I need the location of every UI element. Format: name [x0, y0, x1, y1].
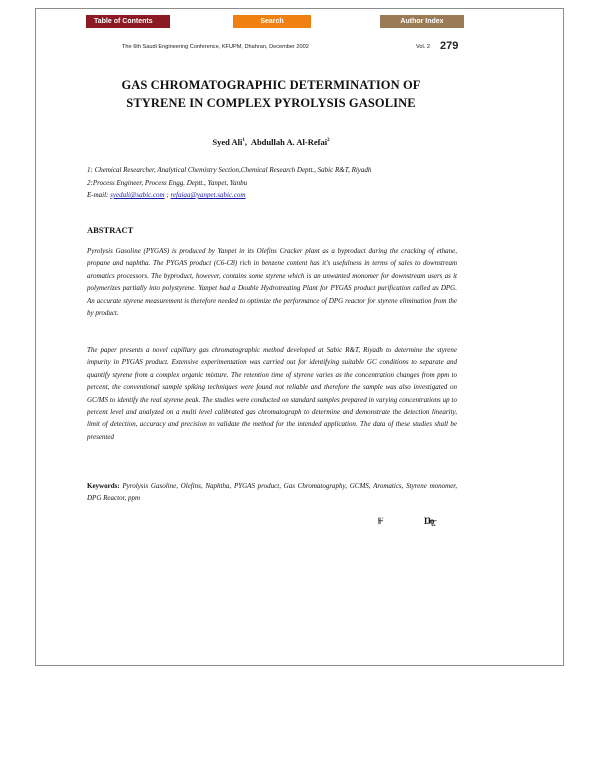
search-button[interactable]: Search [233, 15, 311, 28]
keywords-label: Keywords: [87, 482, 120, 490]
garbled-glyph-artifact-2: Ŋ̶ǫ̶̖̖ [424, 516, 434, 526]
author-separator: , [244, 137, 248, 147]
email-link-2[interactable]: refaiaa@yanpet.sabic.com [170, 191, 246, 199]
author-1-affiliation-mark: 1 [242, 138, 245, 144]
paper-title-line-1: GAS CHROMATOGRAPHIC DETERMINATION OF [121, 78, 421, 92]
keywords [87, 480, 457, 505]
abstract-heading: ABSTRACT [87, 225, 134, 235]
email-line [87, 191, 245, 199]
author-1: Syed Ali [212, 137, 243, 147]
page-number: 279 [440, 40, 459, 52]
garbled-glyph-artifact-1: ǁ̶͘ [378, 516, 381, 526]
author-2-affiliation-mark: 2 [327, 138, 330, 144]
table-of-contents-button[interactable]: Table of Contents [86, 15, 170, 28]
volume-label: Vol. 2 [416, 44, 430, 50]
running-header: The 6th Saudi Engineering Conference, KFUPM, Dhahran, December 2002 [122, 44, 309, 50]
abstract-paragraph-2: The paper presents a novel capillary gas chromatographic method developed at Sabic R&T, Riyadh to determine the styrene impurity in PYGAS product. Extensive experimentation was carried out for identifying suitable GC conditions to separate and quantify styrene from a complex organic mixture. The retention time of styrene varies as the concentration changes from ppm to percent, the conventional sample spiking techniques were found not reliable and therefore the sample was also investigated on GC/MS to identify the real styrene peak. The studies were conducted on standard samples prepared in varying concentrations up to percent level and analyzed on a multi level calibrated gas chromatograph to determine and demonstrate the detection linearity, limit of detection, accuracy and precision to validate the method for the intended application. The data of these studies shall be presented [87, 346, 457, 441]
abstract-paragraph-1: Pyrolysis Gasoline (PYGAS) is produced by Yanpet in its Olefins Cracker plant as a byproduct during the cracking of ethane, propane and naphtha. The PYGAS product (C6-C8) rich in benzene content has it's usefulness in terms of sales to downstream aromatics processors. The byproduct, however, contains some styrene which is an unwanted monomer for downstream users as it polymerizes partially into polystyrene. Yanpet had a Double Hydrotreating Plant for PYGAS product purification called as DPG. An accurate styrene measurement is therefore needed to optimize the performance of DPG reactor for styrene elimination from the by product. [87, 247, 457, 318]
email-label: E-mail: [87, 191, 109, 199]
paper-title-line-2: STYRENE IN COMPLEX PYROLYSIS GASOLINE [126, 96, 416, 110]
author-index-button[interactable]: Author Index [380, 15, 464, 28]
affiliation-2: 2:Process Engineer, Process Engg. Deptt., Yanpet, Yanbu [87, 179, 248, 187]
email-link-1[interactable]: syedali@sabic.com [110, 191, 165, 199]
email-separator: ; [166, 191, 169, 199]
keywords-text: Pyrolysis Gasoline, Olefins, Naphtha, PYGAS product, Gas Chromatography, GCMS, Aromatics, Styrene monomer, DPG Reactor, ppm [87, 482, 458, 503]
author-list [86, 137, 456, 147]
affiliation-1: 1: Chemical Researcher, Analytical Chemistry Section,Chemical Research Deptt., Sabic R&T, Riyadh [87, 166, 372, 174]
author-2: Abdullah A. Al-Refai [250, 137, 328, 147]
